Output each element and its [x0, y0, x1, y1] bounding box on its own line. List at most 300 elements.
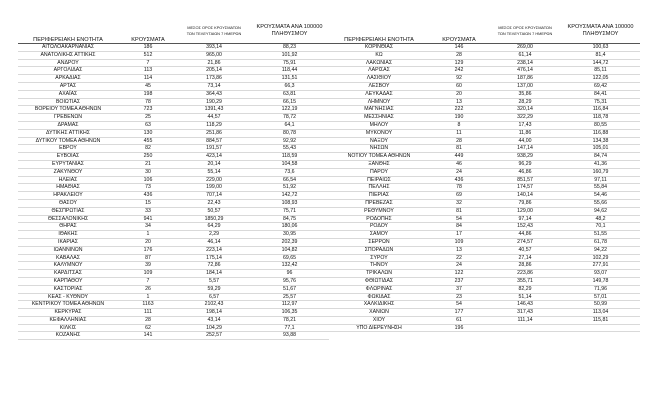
region-cell: ΔΡΑΜΑΣ — [57, 121, 79, 128]
table-row — [18, 223, 329, 231]
region-cell: ΠΕΛΛΗΣ — [368, 184, 390, 191]
cases-cell: 87 — [145, 254, 151, 261]
table-row — [18, 44, 329, 52]
table-row — [18, 247, 329, 255]
avg7-header-line2: ΤΩΝ ΤΕΛΕΥΤΑΙΩΝ 7 ΗΜΕΡΩΝ — [497, 30, 553, 36]
region-cell: ΑΙΤΩΛΟΑΚΑΡΝΑΝΙΑΣ — [41, 44, 95, 50]
per100k-cell: 116,88 — [592, 129, 609, 136]
table-row — [18, 130, 329, 138]
cases-cell: 34 — [145, 223, 151, 230]
per100k-cell: 66,54 — [283, 176, 296, 183]
avg7-cell: 199,00 — [206, 184, 222, 191]
avg7-cell: 198,14 — [206, 309, 222, 316]
table-row — [329, 325, 640, 333]
avg7-cell: 393,14 — [206, 44, 222, 50]
cases-cell: 45 — [145, 82, 151, 89]
table-row — [18, 99, 329, 107]
table-row — [329, 75, 640, 83]
avg7-cell: 129,00 — [517, 207, 533, 214]
table-row — [329, 44, 640, 52]
cases-cell: 1163 — [142, 301, 154, 308]
table-row — [18, 325, 329, 333]
cases-cell: 222 — [454, 106, 464, 113]
per100k-cell: 92,92 — [283, 137, 296, 144]
avg7-cell: 140,14 — [517, 192, 533, 199]
per100k-cell: 93,07 — [594, 270, 607, 277]
cases-cell: 8 — [457, 121, 461, 128]
per100k-cell: 75,71 — [283, 207, 296, 214]
per100k-cell: 63,81 — [283, 90, 296, 97]
table-row — [18, 161, 329, 169]
region-cell: ΝΟΤΙΟΥ ΤΟΜΕΑ ΑΘΗΝΩΝ — [347, 153, 411, 160]
avg7-cell: 274,57 — [517, 238, 533, 245]
cases-cell: 176 — [143, 246, 153, 253]
per100k-cell: 78,72 — [283, 114, 296, 121]
avg7-cell: 35,86 — [518, 90, 532, 97]
avg7-cell: 51,14 — [518, 293, 532, 300]
per100k-cell: 66,15 — [283, 98, 296, 105]
cases-cell: 78 — [456, 184, 462, 191]
cases-column-header: ΚΡΟΥΣΜΑΤΑ — [131, 37, 165, 43]
avg7-cell: 320,14 — [517, 106, 533, 113]
region-cell: ΣΠΟΡΑΔΩΝ — [364, 246, 394, 253]
avg7-cell: 28,29 — [518, 98, 532, 105]
table-row — [329, 106, 640, 114]
avg7-cell: 191,57 — [206, 145, 222, 152]
table-row — [18, 122, 329, 130]
region-cell: ΝΑΞΟΥ — [370, 137, 388, 144]
avg7-cell: 152,43 — [517, 223, 533, 230]
avg7-cell: 79,86 — [518, 199, 532, 206]
avg7-cell: 97,14 — [518, 215, 532, 222]
cases-cell: 60 — [456, 82, 462, 89]
per100k-cell: 101,92 — [281, 51, 298, 58]
cases-cell: 33 — [145, 207, 151, 214]
cases-cell: 73 — [145, 184, 151, 191]
region-cell: ΛΑΡΙΣΑΣ — [368, 67, 390, 74]
table-row — [18, 138, 329, 146]
cases-cell: 1 — [146, 231, 150, 238]
per100k-cell: 80,55 — [594, 121, 607, 128]
per100k-cell: 115,81 — [592, 316, 609, 323]
per100k-cell: 118,59 — [281, 153, 298, 160]
avg7-cell: 40,57 — [518, 246, 532, 253]
cases-cell: 941 — [143, 215, 153, 222]
per100k-cell: 142,72 — [281, 192, 298, 199]
table-row — [329, 216, 640, 224]
region-cell: ΙΘΑΚΗΣ — [58, 231, 78, 238]
per100k-cell: 160,79 — [592, 168, 609, 175]
table-row — [329, 309, 640, 317]
region-cell: ΑΡΤΑΣ — [59, 82, 77, 89]
avg7-cell: 238,14 — [517, 59, 533, 66]
per100k-cell: 96 — [286, 270, 293, 277]
cases-cell: 436 — [143, 192, 153, 199]
per100k-cell: 69,65 — [283, 254, 296, 261]
table-row — [18, 208, 329, 216]
avg7-cell: 269,00 — [517, 44, 533, 50]
region-cell: ΞΑΝΘΗΣ — [368, 160, 390, 167]
avg7-cell: 476,14 — [517, 67, 533, 74]
cases-cell: 62 — [145, 324, 151, 331]
avg7-cell: 111,14 — [517, 316, 533, 323]
avg7-cell: 28,86 — [518, 262, 532, 269]
cases-cell: 237 — [454, 277, 464, 284]
cases-cell: 250 — [143, 153, 153, 160]
avg7-cell: 82,29 — [518, 285, 532, 292]
per100k-cell: 112,97 — [281, 301, 298, 308]
cases-cell: 7 — [146, 277, 150, 284]
cases-cell: 1 — [146, 293, 150, 300]
per100k-header-line1: ΚΡΟΥΣΜΑΤΑ ΑΝΑ 100000 — [256, 24, 323, 30]
region-cell: ΛΕΥΚΑΔΑΣ — [365, 90, 393, 97]
per100k-cell: 95,76 — [283, 277, 296, 284]
table-rows-right — [329, 44, 640, 332]
region-cell: ΚΑΣΤΟΡΙΑΣ — [53, 285, 83, 292]
avg7-cell: 2,29 — [208, 231, 220, 238]
per100k-cell: 51,67 — [283, 285, 296, 292]
table-row — [18, 200, 329, 208]
table-row — [329, 52, 640, 60]
per100k-cell: 55,43 — [283, 145, 296, 152]
region-cell: ΓΡΕΒΕΝΩΝ — [53, 114, 83, 121]
table-row — [18, 301, 329, 309]
avg7-cell: 44,86 — [518, 231, 532, 238]
avg7-cell: 884,57 — [206, 137, 222, 144]
table-row — [329, 122, 640, 130]
table-row — [329, 317, 640, 325]
region-cell: ΕΥΒΟΙΑΣ — [56, 153, 80, 160]
table-row — [329, 114, 640, 122]
per100k-cell: 51,55 — [594, 231, 607, 238]
cases-cell: 25 — [145, 114, 151, 121]
region-cell: ΦΩΚΙΔΑΣ — [367, 293, 391, 300]
avg7-cell: 20,14 — [207, 160, 221, 167]
avg7-cell: 174,57 — [517, 184, 533, 191]
region-cell: ΚΟΡΙΝΘΙΑΣ — [364, 44, 394, 50]
per100k-cell: 48,2 — [595, 215, 606, 222]
cases-cell: 109 — [143, 270, 153, 277]
per100k-cell: 75,31 — [594, 98, 607, 105]
avg7-cell: 187,86 — [517, 75, 533, 82]
region-cell: ΑΧΑΪΑΣ — [58, 90, 78, 97]
region-cell: ΚΑΡΔΙΤΣΑΣ — [54, 270, 82, 277]
per100k-cell: 55,66 — [594, 199, 607, 206]
per100k-cell: 134,38 — [592, 137, 609, 144]
avg7-cell: 147,14 — [517, 145, 533, 152]
cases-cell: 24 — [456, 262, 462, 269]
avg7-cell: 46,86 — [518, 168, 532, 175]
avg7-cell: 205,14 — [206, 67, 222, 74]
cases-cell: 512 — [143, 51, 153, 58]
cases-cell: 32 — [456, 199, 462, 206]
cases-cell: 92 — [456, 75, 462, 82]
table-row — [18, 262, 329, 270]
per100k-cell: 144,72 — [592, 59, 609, 66]
cases-cell: 113 — [143, 67, 153, 74]
region-cell: ΦΛΩΡΙΝΑΣ — [365, 285, 393, 292]
per100k-cell: 66,3 — [284, 82, 295, 89]
cases-cell: 54 — [456, 301, 462, 308]
region-cell: ΗΜΑΘΙΑΣ — [56, 184, 80, 191]
region-cell: ΛΗΜΝΟΥ — [367, 98, 391, 105]
region-cell: ΚΑΒΑΛΑΣ — [56, 254, 80, 261]
region-cell: ΣΕΡΡΩΝ — [368, 238, 390, 245]
table-row — [329, 91, 640, 99]
cases-cell: 242 — [454, 67, 464, 74]
cases-cell: 455 — [143, 137, 153, 144]
avg7-cell: 355,71 — [517, 277, 533, 284]
table-row — [329, 161, 640, 169]
table-row — [18, 83, 329, 91]
cases-cell: 37 — [456, 285, 462, 292]
avg7-cell: 146,43 — [517, 301, 533, 308]
avg7-header-line2: ΤΩΝ ΤΕΛΕΥΤΑΙΩΝ 7 ΗΜΕΡΩΝ — [186, 30, 242, 36]
cases-cell: 177 — [454, 309, 464, 316]
per100k-header-line2: ΠΛΗΘΥΣΜΟΥ — [271, 30, 308, 37]
cases-cell: 15 — [145, 199, 151, 206]
table-row — [329, 83, 640, 91]
cases-cell: 198 — [143, 90, 153, 97]
table-row — [18, 169, 329, 177]
per100k-cell: 94,22 — [594, 246, 607, 253]
region-cell: ΠΕΙΡΑΙΩΣ — [367, 176, 391, 183]
cases-cell: 28 — [145, 316, 151, 323]
cases-cell: 78 — [145, 98, 151, 105]
avg7-cell: 229,00 — [206, 176, 222, 183]
per100k-cell: 180,06 — [281, 223, 298, 230]
avg7-cell: 22,43 — [207, 199, 221, 206]
cases-cell: 20 — [456, 90, 462, 97]
region-cell: ΜΕΣΣΗΝΙΑΣ — [364, 114, 394, 121]
table-row — [329, 270, 640, 278]
avg7-cell: 252,57 — [206, 332, 222, 339]
avg7-cell: 223,14 — [206, 246, 222, 253]
per100k-cell: 202,39 — [281, 238, 298, 245]
table-row — [329, 200, 640, 208]
per100k-cell: 50,99 — [594, 301, 607, 308]
region-cell: ΚΟΖΑΝΗΣ — [55, 332, 81, 339]
per100k-cell: 84,74 — [594, 153, 607, 160]
avg7-cell: 21,86 — [207, 59, 221, 66]
per100k-header-line1: ΚΡΟΥΣΜΑΤΑ ΑΝΑ 100000 — [567, 24, 634, 30]
table-row — [18, 184, 329, 192]
table-row — [18, 114, 329, 122]
avg7-cell: 118,29 — [206, 121, 222, 128]
cases-cell: 28 — [456, 137, 462, 144]
table-row — [18, 153, 329, 161]
region-cell: ΜΑΓΝΗΣΙΑΣ — [364, 106, 394, 113]
table-row — [18, 294, 329, 302]
table-row — [329, 169, 640, 177]
region-cell: ΙΚΑΡΙΑΣ — [58, 238, 78, 245]
per100k-cell: 73,6 — [284, 168, 295, 175]
region-cell: ΠΡΕΒΕΖΑΣ — [365, 199, 393, 206]
region-cell: ΛΑΚΩΝΙΑΣ — [365, 59, 393, 66]
cases-cell: 39 — [145, 262, 151, 269]
cases-cell: 23 — [456, 293, 462, 300]
avg7-header-line1: ΜΕΣΟΣ ΟΡΟΣ ΚΡΟΥΣΜΑΤΩΝ — [187, 25, 241, 30]
region-cell: ΚΕΦΑΛΛΗΝΙΑΣ — [49, 316, 87, 323]
cases-cell: 11 — [456, 129, 462, 136]
cases-cell: 190 — [454, 114, 464, 121]
avg7-cell: 175,14 — [206, 254, 222, 261]
per100k-cell: 122,05 — [592, 75, 609, 82]
avg7-cell: 707,14 — [206, 192, 222, 199]
per100k-cell: 55,84 — [594, 184, 607, 191]
cases-cell: 186 — [143, 44, 153, 50]
region-cell: ΚΙΛΚΙΣ — [59, 324, 77, 331]
region-cell: ΝΗΣΩΝ — [369, 145, 389, 152]
cases-cell: 69 — [456, 192, 462, 199]
cases-cell: 146 — [454, 44, 464, 50]
per100k-cell: 54,46 — [594, 192, 607, 199]
region-cell: ΔΥΤΙΚΟΥ ΤΟΜΕΑ ΑΘΗΝΩΝ — [35, 137, 101, 144]
per100k-cell: 70,1 — [595, 223, 606, 230]
cases-cell: 13 — [456, 246, 462, 253]
table-row — [18, 145, 329, 153]
table-left-half — [18, 22, 329, 340]
region-cell: ΘΗΡΑΣ — [59, 223, 77, 230]
region-cell: ΒΟΡΕΙΟΥ ΤΟΜΕΑ ΑΘΗΝΩΝ — [34, 106, 102, 113]
avg7-cell: 104,29 — [206, 324, 222, 331]
table-row — [18, 286, 329, 294]
avg7-cell: 43,14 — [207, 316, 221, 323]
table-row — [18, 192, 329, 200]
region-cell: ΧΑΛΚΙΔΙΚΗΣ — [363, 301, 395, 308]
table-row — [18, 332, 329, 340]
region-cell: ΘΕΣΣΑΛΟΝΙΚΗΣ — [47, 215, 89, 222]
cases-column-header: ΚΡΟΥΣΜΑΤΑ — [442, 37, 476, 43]
table-row — [18, 75, 329, 83]
avg7-cell: 223,86 — [517, 270, 533, 277]
avg7-cell: 44,00 — [518, 137, 532, 144]
table-row — [329, 99, 640, 107]
region-cell: ΤΗΝΟΥ — [370, 262, 388, 269]
per100k-cell: 64,1 — [284, 121, 295, 128]
region-cell: ΑΝΑΤΟΛΙΚΗΣ ΑΤΤΙΚΗΣ — [40, 51, 96, 58]
table-row — [18, 309, 329, 317]
table-row — [329, 255, 640, 263]
avg7-cell: 59,29 — [207, 285, 221, 292]
region-cell: ΧΑΝΙΩΝ — [369, 309, 389, 316]
region-cell: ΑΝΔΡΟΥ — [57, 59, 79, 66]
region-cell: ΡΕΘΥΜΝΟΥ — [364, 207, 394, 214]
cases-cell: 129 — [454, 59, 464, 66]
region-cell: ΦΘΙΩΤΙΔΑΣ — [364, 277, 394, 284]
per100k-cell: 57,01 — [594, 293, 607, 300]
region-cell: ΚΕΡΚΥΡΑΣ — [54, 309, 82, 316]
table-row — [329, 223, 640, 231]
avg7-cell: 6,57 — [208, 293, 220, 300]
region-cell: ΚΩ — [375, 51, 383, 58]
region-cell: ΜΥΚΟΝΟΥ — [365, 129, 393, 136]
region-cell: ΠΙΕΡΙΑΣ — [368, 192, 390, 199]
avg7-column-header — [178, 26, 250, 36]
per100k-cell: 149,78 — [592, 277, 609, 284]
region-cell: ΑΡΓΟΛΙΔΑΣ — [53, 67, 83, 74]
per100k-cell: 93,88 — [283, 332, 296, 339]
cases-cell: 84 — [456, 223, 462, 230]
per100k-cell: 102,29 — [592, 254, 609, 261]
table-row — [329, 60, 640, 68]
cases-cell: 24 — [456, 168, 462, 175]
avg7-column-header — [489, 26, 561, 36]
cases-cell: 449 — [454, 153, 464, 160]
region-column-header: ΠΕΡΙΦΕΡΕΙΑΚΗ ΕΝΟΤΗΤΑ — [33, 37, 103, 43]
avg7-cell: 72,86 — [207, 262, 221, 269]
region-cell: ΛΕΣΒΟΥ — [368, 82, 390, 89]
region-cell: ΡΟΔΟΠΗΣ — [366, 215, 392, 222]
table-row — [18, 67, 329, 75]
cases-cell: 30 — [145, 168, 151, 175]
per100k-cell: 116,84 — [592, 106, 609, 113]
per100k-cell: 84,41 — [594, 90, 607, 97]
table-row — [18, 106, 329, 114]
avg7-cell: 44,57 — [207, 114, 221, 121]
avg7-cell: 137,00 — [517, 82, 533, 89]
region-cell: ΕΒΡΟΥ — [59, 145, 77, 152]
avg7-cell: 27,14 — [518, 254, 532, 261]
per100k-cell: 94,62 — [594, 207, 607, 214]
table-row — [18, 60, 329, 68]
region-cell: ΗΛΕΙΑΣ — [58, 176, 78, 183]
per100k-header-line2: ΠΛΗΘΥΣΜΟΥ — [582, 30, 619, 37]
region-column-header: ΠΕΡΙΦΕΡΕΙΑΚΗ ΕΝΟΤΗΤΑ — [344, 37, 414, 43]
cases-cell: 196 — [454, 324, 464, 331]
table-row — [329, 177, 640, 185]
cases-cell: 20 — [145, 238, 151, 245]
table-row — [329, 153, 640, 161]
region-cell: ΔΥΤΙΚΗΣ ΑΤΤΙΚΗΣ — [46, 129, 90, 136]
cases-cell: 54 — [456, 215, 462, 222]
cases-cell: 436 — [454, 176, 464, 183]
cases-cell: 109 — [454, 238, 464, 245]
per100k-cell: 97,11 — [594, 176, 607, 183]
per100k-cell: 104,82 — [281, 246, 298, 253]
per100k-cell: 132,42 — [281, 262, 298, 269]
per100k-cell: 75,91 — [283, 59, 296, 66]
table-row — [18, 255, 329, 263]
cases-cell: 13 — [456, 98, 462, 105]
region-cell: ΖΑΚΥΝΘΟΥ — [53, 168, 83, 175]
table-row — [18, 52, 329, 60]
table-row — [329, 208, 640, 216]
per100k-cell: 84,75 — [283, 215, 296, 222]
table-row — [329, 184, 640, 192]
cases-cell: 81 — [456, 145, 462, 152]
region-cell: ΗΡΑΚΛΕΙΟΥ — [53, 192, 83, 199]
per100k-cell: 131,51 — [281, 75, 298, 82]
per100k-cell: 106,35 — [281, 309, 298, 316]
avg7-cell: 173,86 — [206, 75, 222, 82]
region-cell: ΚΑΡΠΑΘΟΥ — [53, 277, 83, 284]
table-row — [329, 286, 640, 294]
region-cell: ΚΑΛΥΜΝΟΥ — [53, 262, 83, 269]
per100k-cell: 30,95 — [283, 231, 296, 238]
per100k-cell: 108,93 — [281, 199, 298, 206]
cases-cell: 7 — [146, 59, 150, 66]
region-cell: ΛΑΣΙΘΙΟΥ — [366, 75, 392, 82]
avg7-cell: 50,57 — [207, 207, 221, 214]
region-cell: ΚΕΑΣ - ΚΥΘΝΟΥ — [48, 293, 88, 300]
table-row — [329, 247, 640, 255]
table-row — [329, 262, 640, 270]
avg7-cell: 190,29 — [206, 98, 222, 105]
region-cell: ΘΑΣΟΥ — [59, 199, 77, 206]
region-cell: ΕΥΡΥΤΑΝΙΑΣ — [52, 160, 84, 167]
avg7-cell: 64,29 — [207, 223, 221, 230]
